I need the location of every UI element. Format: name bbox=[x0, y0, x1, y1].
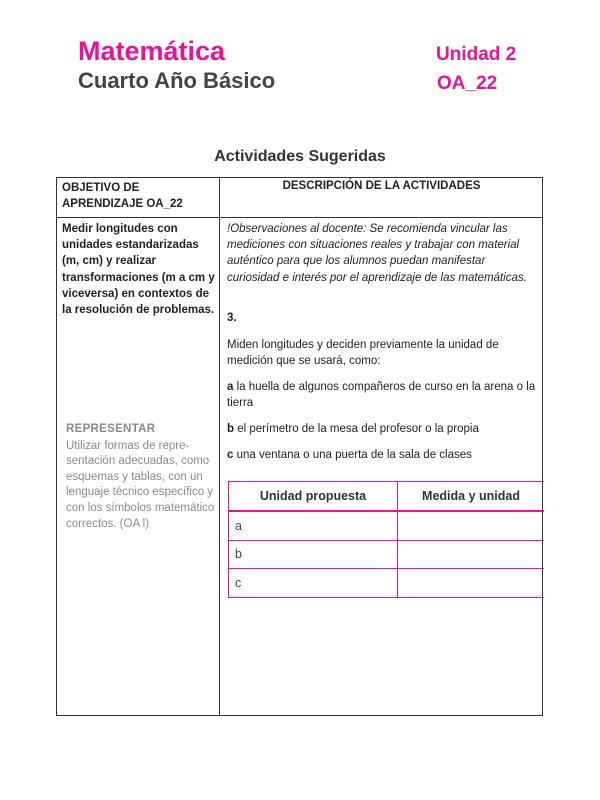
item-letter: c bbox=[227, 449, 234, 461]
row-label: a bbox=[229, 511, 398, 540]
item-text: la huella de algunos compañeros de curso en la arena o la tierra bbox=[227, 381, 536, 410]
row-value bbox=[398, 540, 545, 569]
represent-text: Utilizar formas de repre- sentación adecuadas, como esquemas y tablas, con un lenguaje técnico específico y con los símbolos matemático correctos. (OA l) bbox=[66, 439, 215, 530]
activity-item-b bbox=[227, 421, 541, 437]
grade-title: Cuarto Año Básico bbox=[78, 68, 276, 93]
activity-intro: Miden longitudes y deciden previamente la unidad de medición que se usará, como: bbox=[227, 339, 499, 368]
row-value bbox=[398, 511, 545, 540]
teacher-observation: !Observaciones al docente: Se recomienda vincular las mediciones con situaciones reales y trabajar con material auténtico para que los alumnos puedan manifestar curiosidad e interés por el aprendizaje de las matemáticas. bbox=[227, 223, 527, 284]
activity-number: 3. bbox=[227, 312, 237, 324]
table-row bbox=[229, 540, 545, 569]
table-row bbox=[229, 511, 545, 540]
subject-title: Matemática bbox=[78, 36, 226, 66]
oa-label: OA_22 bbox=[437, 73, 498, 94]
represent-block bbox=[66, 422, 222, 532]
header-divider bbox=[56, 217, 543, 218]
item-text: el perímetro de la mesa del profesor o la propia bbox=[234, 423, 479, 435]
item-text: una ventana o una puerta de la sala de clases bbox=[233, 449, 472, 461]
measurement-table-header bbox=[229, 482, 545, 512]
item-letter: a bbox=[227, 381, 234, 393]
objective-header-line1: OBJETIVO DE bbox=[62, 182, 140, 194]
row-label: c bbox=[229, 569, 398, 598]
measurement-table bbox=[228, 481, 544, 598]
description-header: DESCRIPCIÓN DE LA ACTIVIDADES bbox=[282, 180, 481, 192]
objective-header bbox=[62, 180, 212, 212]
activity-item-c bbox=[227, 447, 541, 463]
header-measure-unit: Medida y unidad bbox=[398, 482, 545, 512]
row-label: b bbox=[229, 540, 398, 569]
activity-item-a bbox=[227, 379, 541, 411]
row-value bbox=[398, 569, 545, 598]
represent-title: REPRESENTAR bbox=[66, 423, 156, 435]
objective-text: Medir longitudes con unidades estandarizadas (m, cm) y realizar transformaciones (m a cm y viceversa) en contextos de la resolución de problemas. bbox=[62, 223, 215, 317]
unit-label: Unidad 2 bbox=[436, 44, 517, 65]
objective-header-line2: APRENDIZAJE OA_22 bbox=[62, 198, 183, 210]
header-unit-proposed: Unidad propuesta bbox=[229, 482, 398, 512]
item-letter: b bbox=[227, 423, 235, 435]
section-title: Actividades Sugeridas bbox=[214, 148, 386, 165]
table-row bbox=[229, 569, 545, 598]
